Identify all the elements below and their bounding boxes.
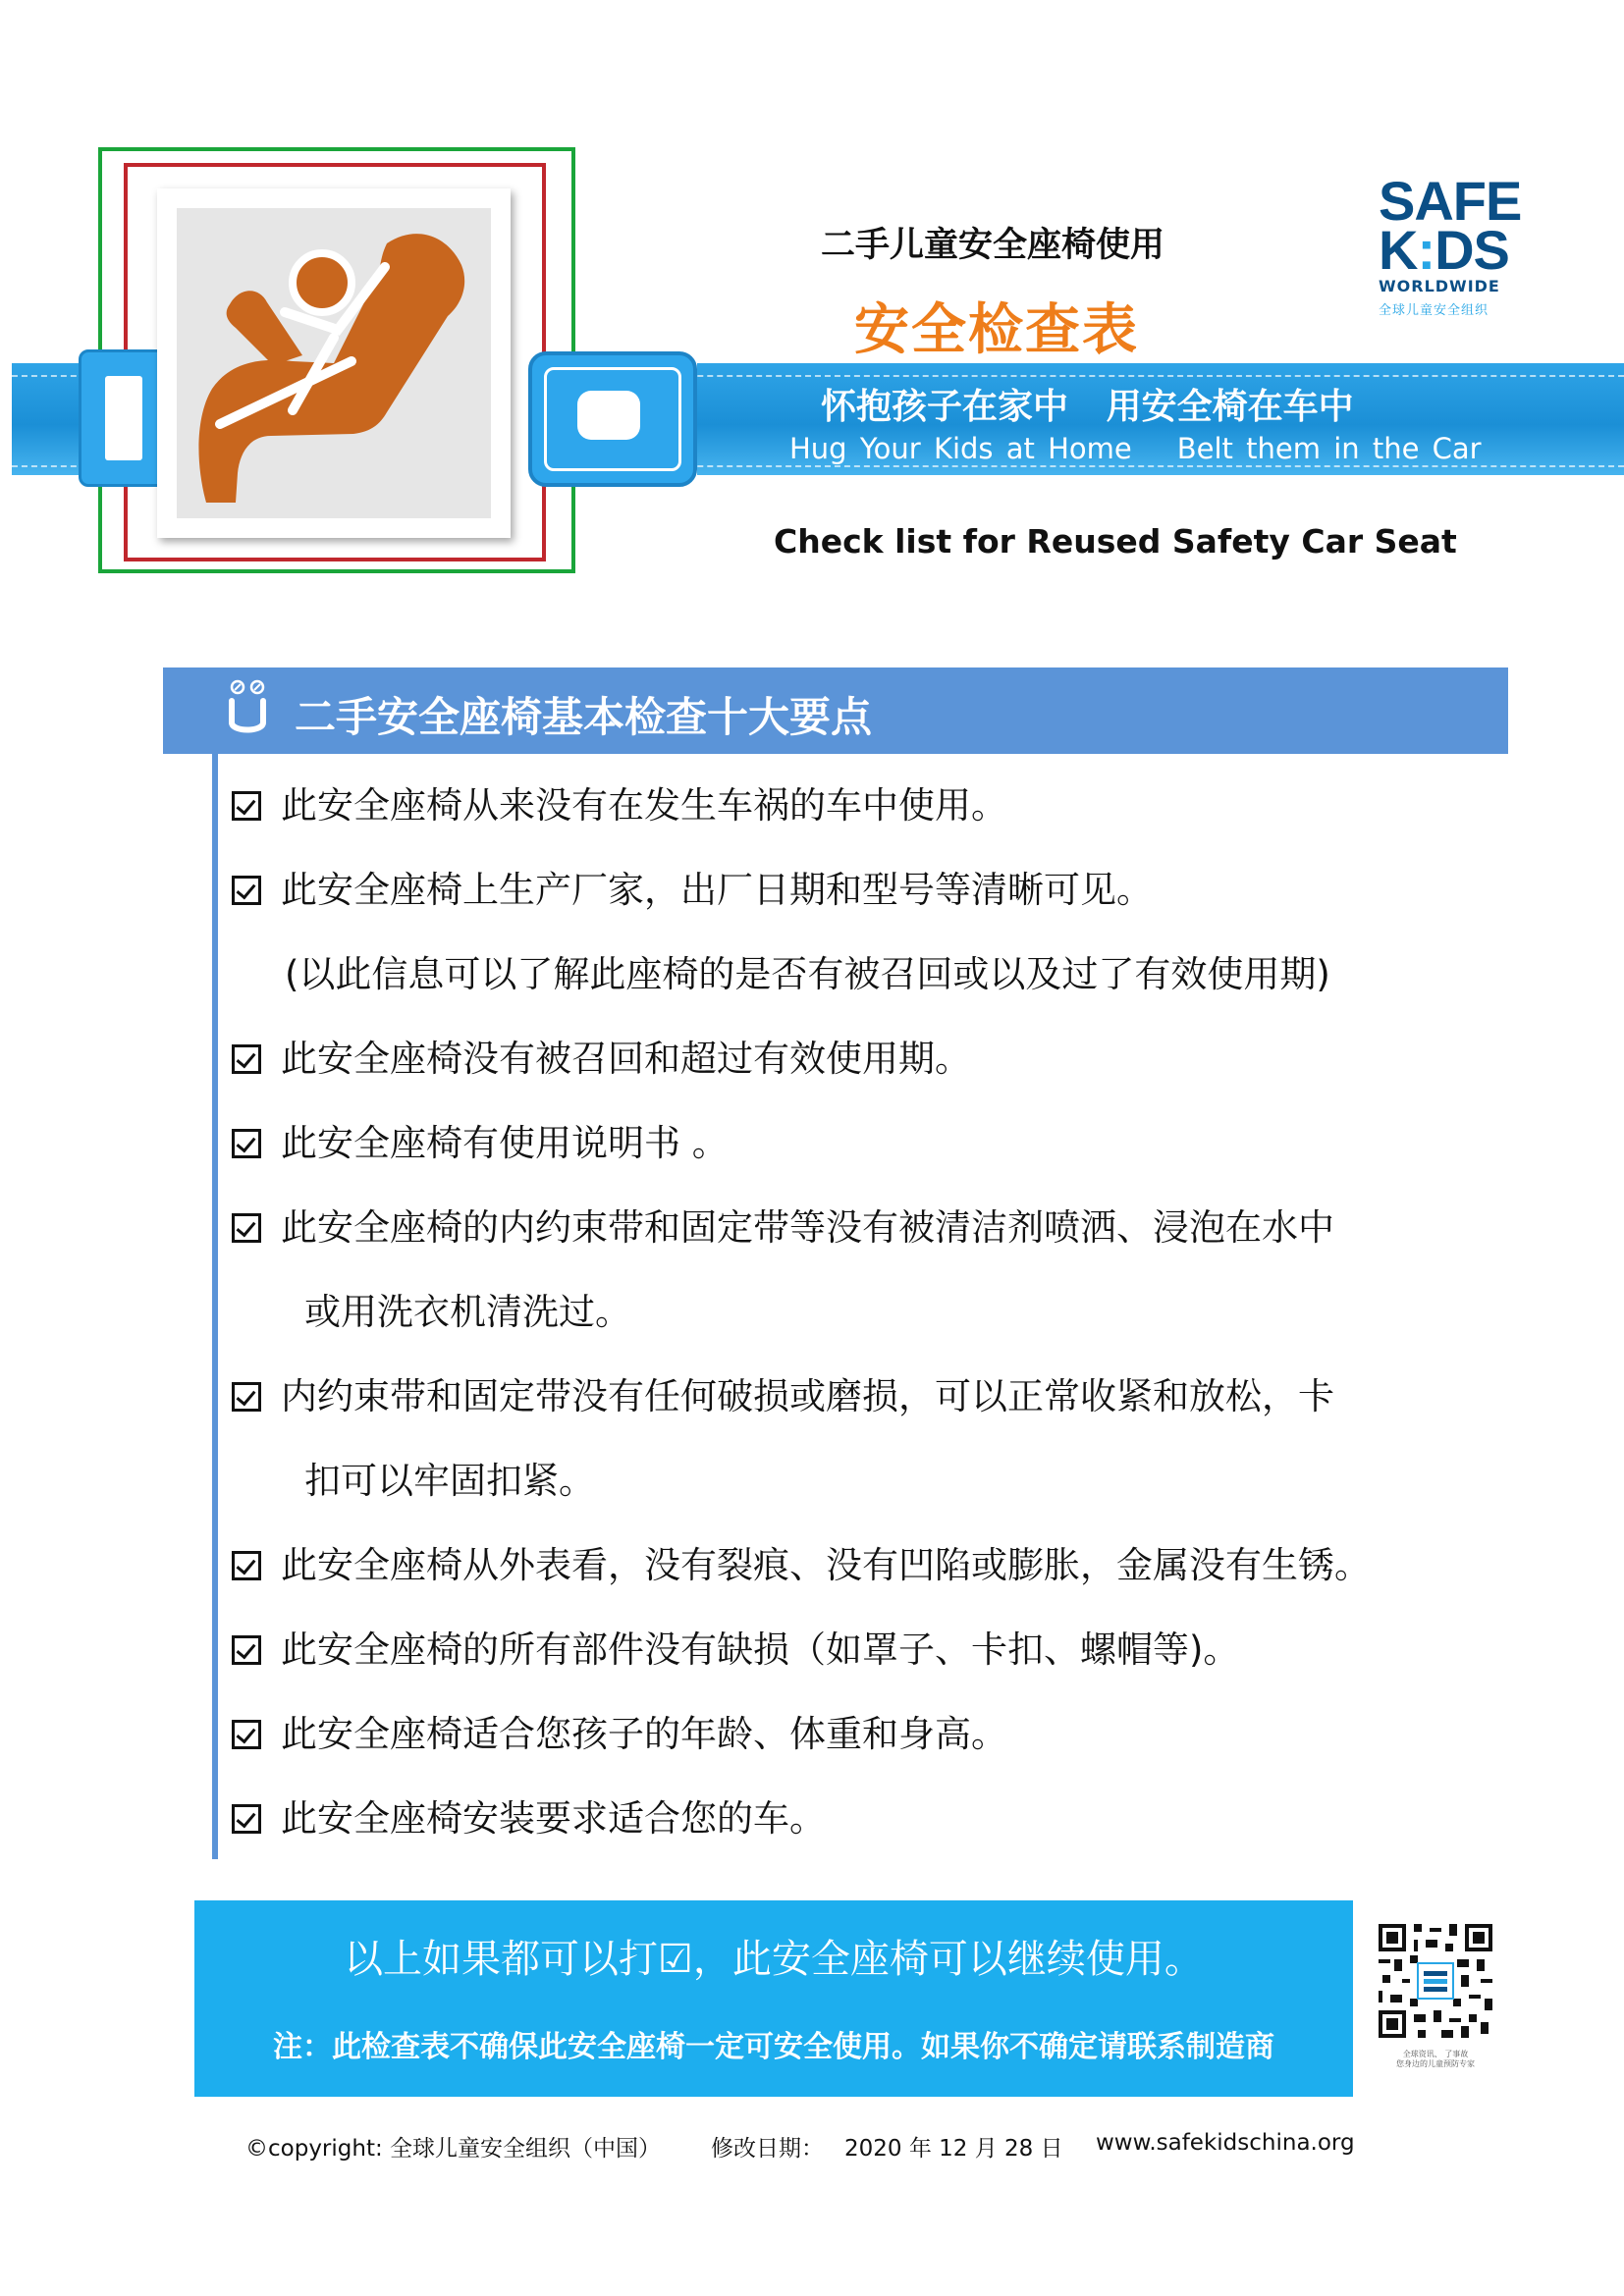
footer-date-label: 修改日期： (711, 2136, 824, 2162)
checkbox-checked-icon (232, 1044, 261, 1074)
section-title: 二手安全座椅基本检查十大要点 (295, 693, 873, 741)
logo-kids: K:DS (1379, 219, 1509, 281)
footer-date: 2020 年 12 月 28 日 (844, 2136, 1063, 2162)
checklist-item-5-continued: 或用洗衣机清洗过。 (304, 1291, 631, 1333)
checkbox-checked-icon (232, 876, 261, 905)
checklist-item-7: 此安全座椅从外表看，没有裂痕、没有凹陷或膨胀，金属没有生锈。 (232, 1535, 1371, 1588)
car-seat-icon (177, 208, 491, 518)
checklist-item-6: 内约束带和固定带没有任何破损或磨损，可以正常收紧和放松，卡 (232, 1366, 1334, 1419)
slogan-en-part-1: Hug Your Kids at Home (789, 432, 1132, 465)
checklist-item-4: 此安全座椅有使用说明书 。 (232, 1113, 729, 1166)
checkbox-checked-icon (232, 1551, 261, 1580)
car-seat-card (157, 188, 511, 538)
qr-code-icon (1379, 1924, 1492, 2038)
slogan-en-part-2: Belt them in the Car (1176, 432, 1482, 465)
checkbox-checked-icon (232, 1804, 261, 1834)
slogan-chinese (821, 379, 1354, 429)
footer-website-link[interactable]: www.safekidschina.org (1096, 2130, 1355, 2156)
disclaimer-note: 注：此检查表不确保此安全座椅一定可安全使用。如果你不确定请联系制造商 (273, 2030, 1274, 2064)
english-subtitle: Check list for Reused Safety Car Seat (774, 522, 1457, 561)
seatbelt-tongue-icon (79, 349, 169, 487)
checkbox-checked-icon (232, 791, 261, 821)
checklist-item-8: 此安全座椅的所有部件没有缺损（如罩子、卡扣、螺帽等)。 (232, 1620, 1239, 1673)
checkbox-checked-icon (232, 1382, 261, 1412)
checklist-item-5: 此安全座椅的内约束带和固定带等没有被清洁剂喷洒、浸泡在水中 (232, 1198, 1334, 1251)
checklist-item-3: 此安全座椅没有被召回和超过有效使用期。 (232, 1029, 971, 1082)
checklist-item-6-continued: 扣可以牢固扣紧。 (304, 1460, 595, 1502)
logo-worldwide: WORLDWIDE (1379, 277, 1500, 295)
slogan-zh-part-2: 用安全椅在车中 (1106, 387, 1354, 427)
section-side-line (212, 754, 218, 1859)
qr-caption: 全球资讯、 了事故 您身边的儿童预防专家 (1396, 2050, 1475, 2068)
checkbox-checked-icon (232, 1129, 261, 1158)
conclusion-text: 以上如果都可以打☑，此安全座椅可以继续使用。 (344, 1937, 1204, 1982)
checkbox-checked-icon (232, 1720, 261, 1749)
checklist-item-9: 此安全座椅适合您孩子的年龄、体重和身高。 (232, 1704, 1007, 1757)
logo-safe: SAFE (1379, 170, 1522, 232)
checkbox-checked-icon (232, 1213, 261, 1243)
checklist-item-10: 此安全座椅安装要求适合您的车。 (232, 1789, 826, 1842)
checkbox-checked-icon (232, 1635, 261, 1665)
checklist-item-2-note: (以此信息可以了解此座椅的是否有被召回或以及过了有效使用期) (285, 953, 1330, 995)
footer-copyright: ©copyright: 全球儿童安全组织（中国） (245, 2136, 662, 2162)
logo-chinese-name: 全球儿童安全组织 (1379, 303, 1489, 318)
slogan-zh-part-1: 怀抱孩子在家中 (821, 387, 1069, 427)
safe-kids-logo (1379, 170, 1522, 318)
slogan-english (789, 432, 1482, 465)
seatbelt-buckle-icon (528, 351, 697, 487)
safe-kids-mascot-icon (226, 679, 269, 738)
checklist-item-2: 此安全座椅上生产厂家，出厂日期和型号等清晰可见。 (232, 860, 1153, 913)
document-title: 二手儿童安全座椅使用 (821, 226, 1165, 265)
checklist-main-title: 安全检查表 (854, 298, 1139, 362)
checklist-item-1: 此安全座椅从来没有在发生车祸的车中使用。 (232, 775, 1007, 828)
